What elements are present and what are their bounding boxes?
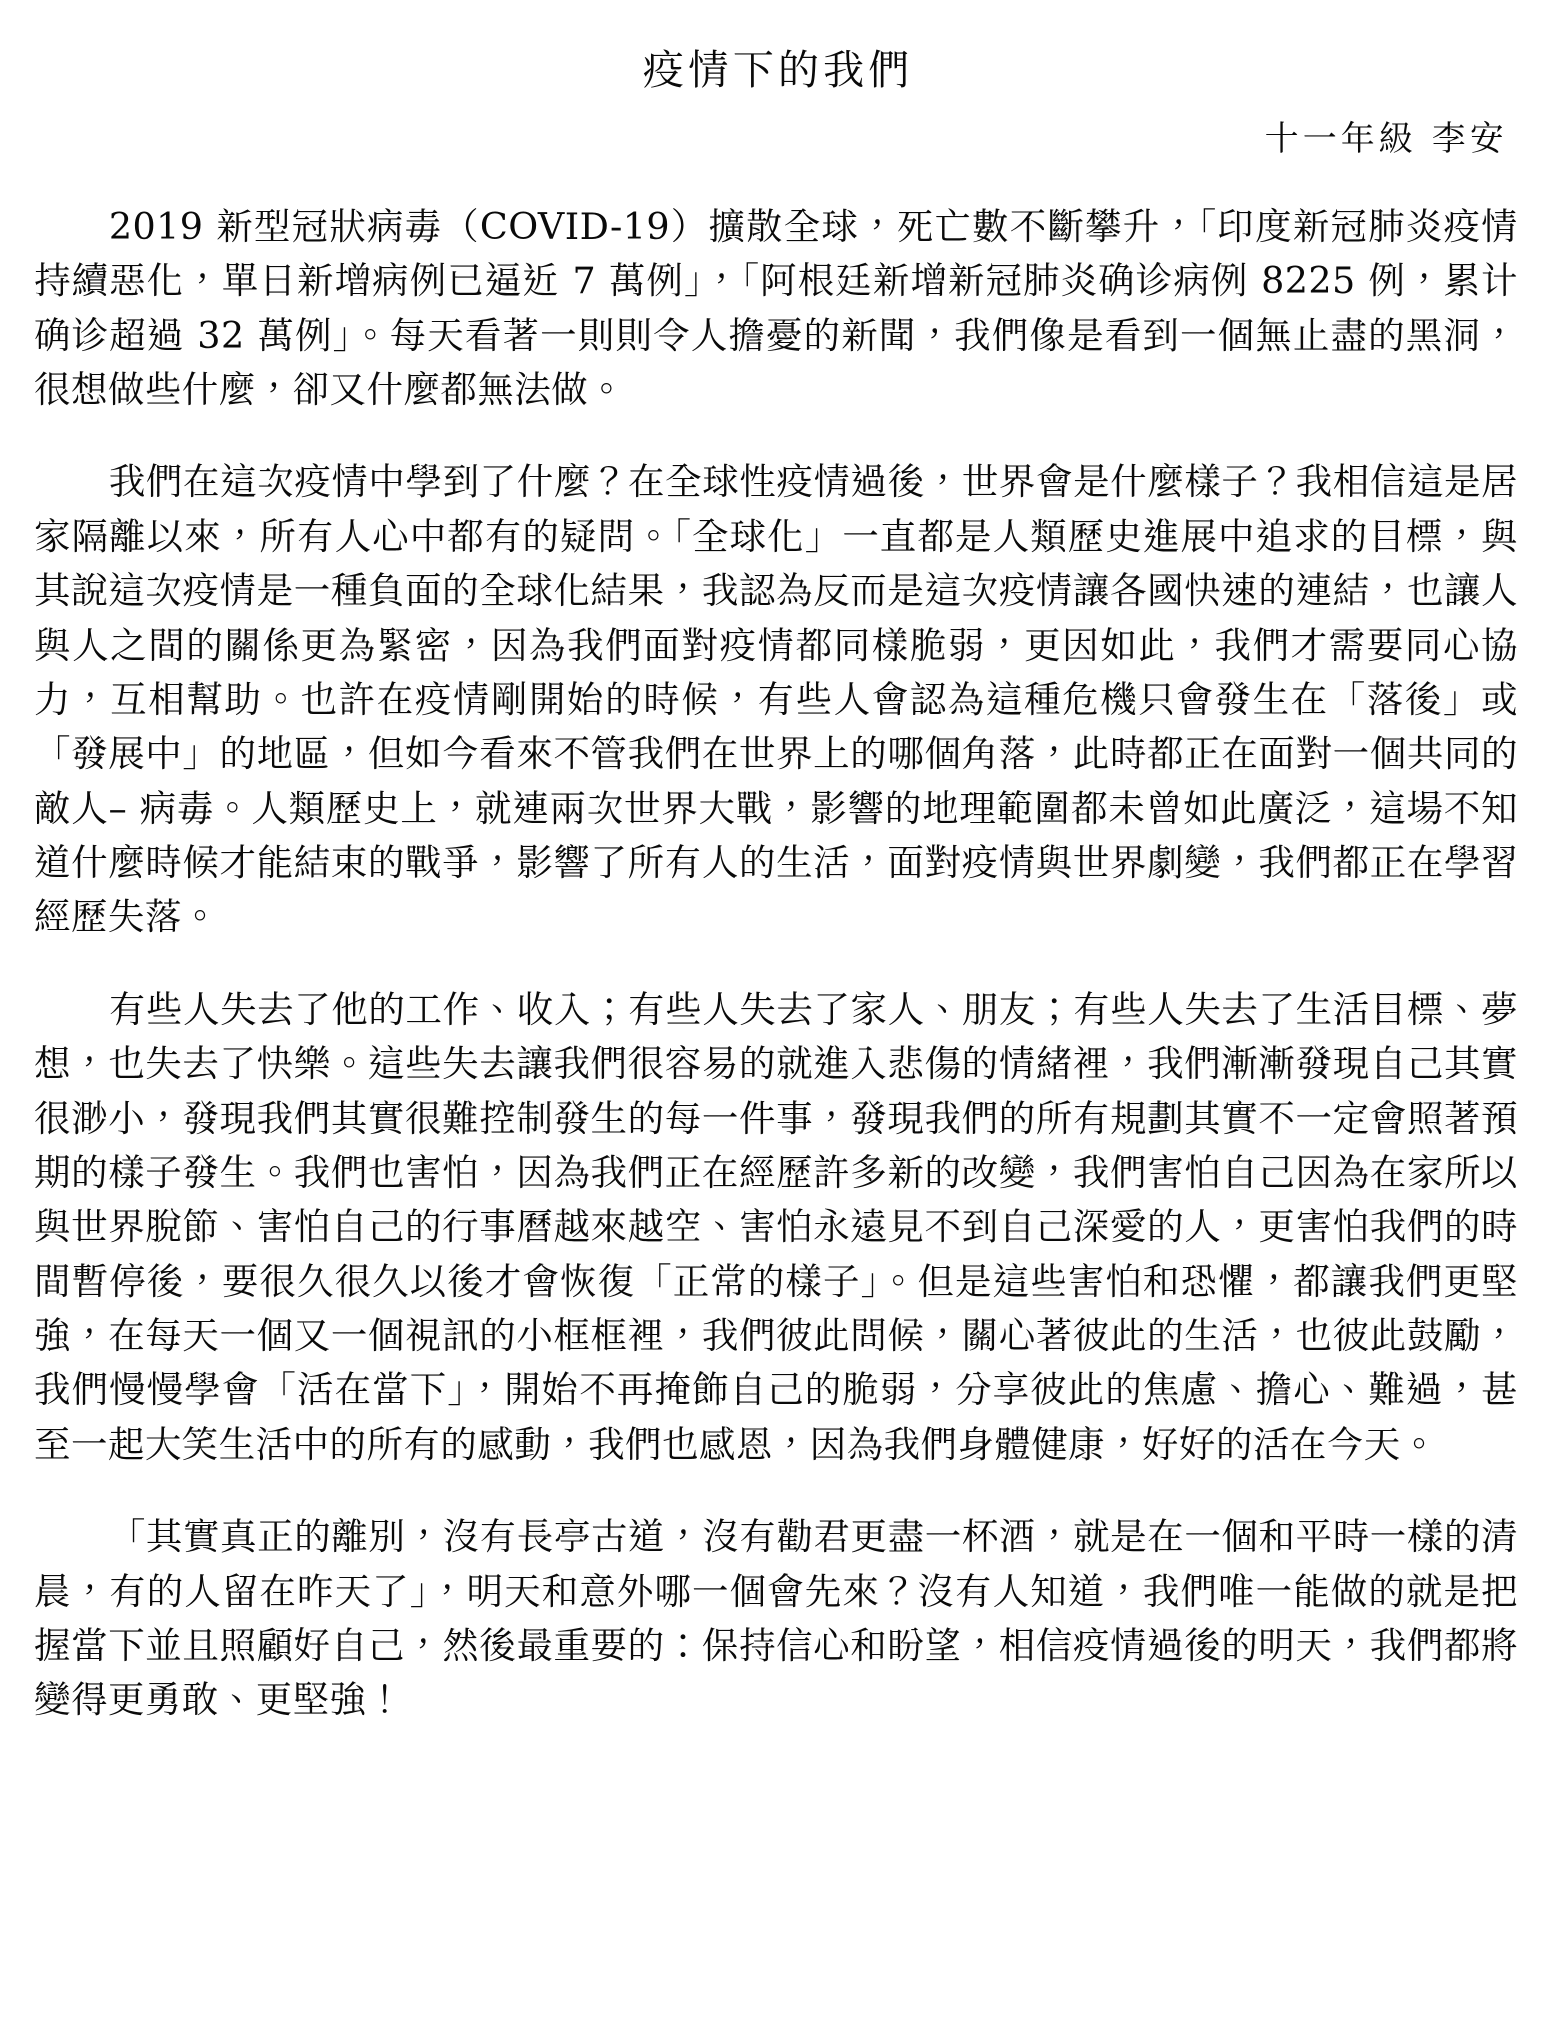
page-title: 疫情下的我們 bbox=[642, 46, 914, 94]
paragraph-2: 我們在這次疫情中學到了什麼？在全球性疫情過後，世界會是什麼樣子？我相信這是居家隔離以來，所有人心中都有的疑問。「全球化」一直都是人類歷史進展中追求的目標，與其說這次疫情是一種負面的全球化結果，我認為反而是這次疫情讓各國快速的連結，也讓人與人之間的關係更為緊密，因為我們面對疫情都同樣脆弱，更因如此，我們才需要同心協力，互相幫助。也許在疫情剛開始的時候，有些人會認為這種危機只會發生在「落後」或「發展中」的地區，但如今看來不管我們在世界上的哪個角落，此時都正在面對一個共同的敵人– 病毒。人類歷史上，就連兩次世界大戰，影響的地理範圍都未曾如此廣泛，這場不知道什麼時候才能結束的戰爭，影響了所有人的生活，面對疫情與世界劇變，我們都正在學習經歷失落。 bbox=[34, 460, 1518, 939]
paragraph-4: 「其實真正的離別，沒有長亭古道，沒有勸君更盡一杯酒，就是在一個和平時一樣的清晨，有的人留在昨天了」，明天和意外哪一個會先來？沒有人知道，我們唯一能做的就是把握當下並且照顧好自己，然後最重要的：保持信心和盼望，相信疫情過後的明天，我們都將變得更勇敢、更堅強！ bbox=[34, 1515, 1518, 1722]
paragraph-1: 2019 新型冠狀病毒（COVID-19）擴散全球，死亡數不斷攀升，「印度新冠肺炎疫情持續惡化，單日新增病例已逼近 7 萬例」，「阿根廷新增新冠肺炎确诊病例 8225 例，累计确诊超過 32 萬例」。每天看著一則則令人擔憂的新聞，我們像是看到一個無止盡的黑洞，很想做些什麼，卻又什麼都無法做。 bbox=[34, 204, 1518, 412]
author-byline: 十一年級 李安 bbox=[1264, 119, 1508, 160]
document-body bbox=[34, 160, 1518, 1728]
paragraph-3: 有些人失去了他的工作、收入；有些人失去了家人、朋友；有些人失去了生活目標、夢想，也失去了快樂。這些失去讓我們很容易的就進入悲傷的情緒裡，我們漸漸發現自己其實很渺小，發現我們其實很難控制發生的每一件事，發現我們的所有規劃其實不一定會照著預期的樣子發生。我們也害怕，因為我們正在經歷許多新的改變，我們害怕自己因為在家所以與世界脫節、害怕自己的行事曆越來越空、害怕永遠見不到自己深愛的人，更害怕我們的時間暫停後，要很久很久以後才會恢復「正常的樣子」。但是這些害怕和恐懼，都讓我們更堅強，在每天一個又一個視訊的小框框裡，我們彼此問候，關心著彼此的生活，也彼此鼓勵，我們慢慢學會「活在當下」，開始不再掩飾自己的脆弱，分享彼此的焦慮、擔心、難過，甚至一起大笑生活中的所有的感動，我們也感恩，因為我們身體健康，好好的活在今天。 bbox=[34, 987, 1518, 1466]
